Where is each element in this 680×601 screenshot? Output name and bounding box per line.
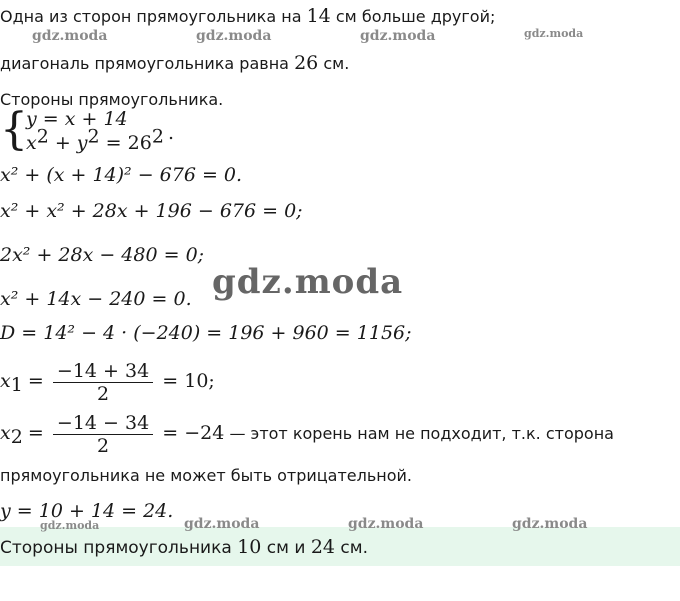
system-equation-2: $x^2 + y^2 = 26^2$ [26, 125, 164, 154]
root-x1: $x_1$ = $\frac{-14 + 34}{2}$ = 10; [0, 360, 215, 405]
fraction: $\frac{-14 + 34}{2}$ [53, 360, 153, 405]
watermark: gdz.moda [40, 519, 100, 532]
system-brace: { [0, 104, 28, 155]
watermark: gdz.moda [184, 516, 260, 532]
problem-text: Одна из сторон прямоугольника на [0, 7, 302, 26]
root-comment-continuation: прямоугольника не может быть отрицательной. [0, 466, 412, 485]
problem-line-2 [0, 52, 349, 74]
equation-step-3: 2x² + 28x − 480 = 0; [0, 244, 205, 266]
system-dot: . [168, 122, 175, 144]
problem-unit: см больше другой; [335, 7, 496, 26]
problem-line-1 [0, 5, 495, 27]
problem-text: диагональ прямоугольника равна [0, 54, 289, 73]
watermark: gdz.moda [196, 28, 272, 44]
root-x2: $x_2$ = $\frac{-14 - 34}{2}$ = −24 — этот корень нам не подходит, т.к. сторона [0, 412, 614, 457]
watermark: gdz.moda [524, 27, 584, 40]
watermark: gdz.moda [348, 516, 424, 532]
watermark: gdz.moda [32, 28, 108, 44]
fraction: $\frac{-14 - 34}{2}$ [53, 412, 153, 457]
watermark: gdz.moda [512, 516, 588, 532]
solution-heading: Стороны прямоугольника. [0, 90, 224, 109]
equation-step-2: x² + x² + 28x + 196 − 676 = 0; [0, 200, 303, 222]
y-value: y = 10 + 14 = 24. [0, 500, 174, 522]
problem-unit: см. [323, 54, 350, 73]
answer-text: Стороны прямоугольника 10 см и 24 см. [0, 536, 368, 558]
discriminant: D = 14² − 4 · (−240) = 196 + 960 = 1156; [0, 322, 412, 344]
problem-number: 26 [294, 52, 319, 74]
equation-step-4: x² + 14x − 240 = 0. [0, 288, 192, 310]
equation-step-1: x² + (x + 14)² − 676 = 0. [0, 164, 243, 186]
answer-box [0, 527, 680, 566]
root-comment: — этот корень нам не подходит, т.к. сторона [229, 424, 614, 443]
watermark: gdz.moda [360, 28, 436, 44]
system-equation-1: y = x + 14 [26, 108, 128, 130]
watermark-large: gdz.moda [212, 262, 404, 302]
problem-number: 14 [306, 5, 331, 27]
